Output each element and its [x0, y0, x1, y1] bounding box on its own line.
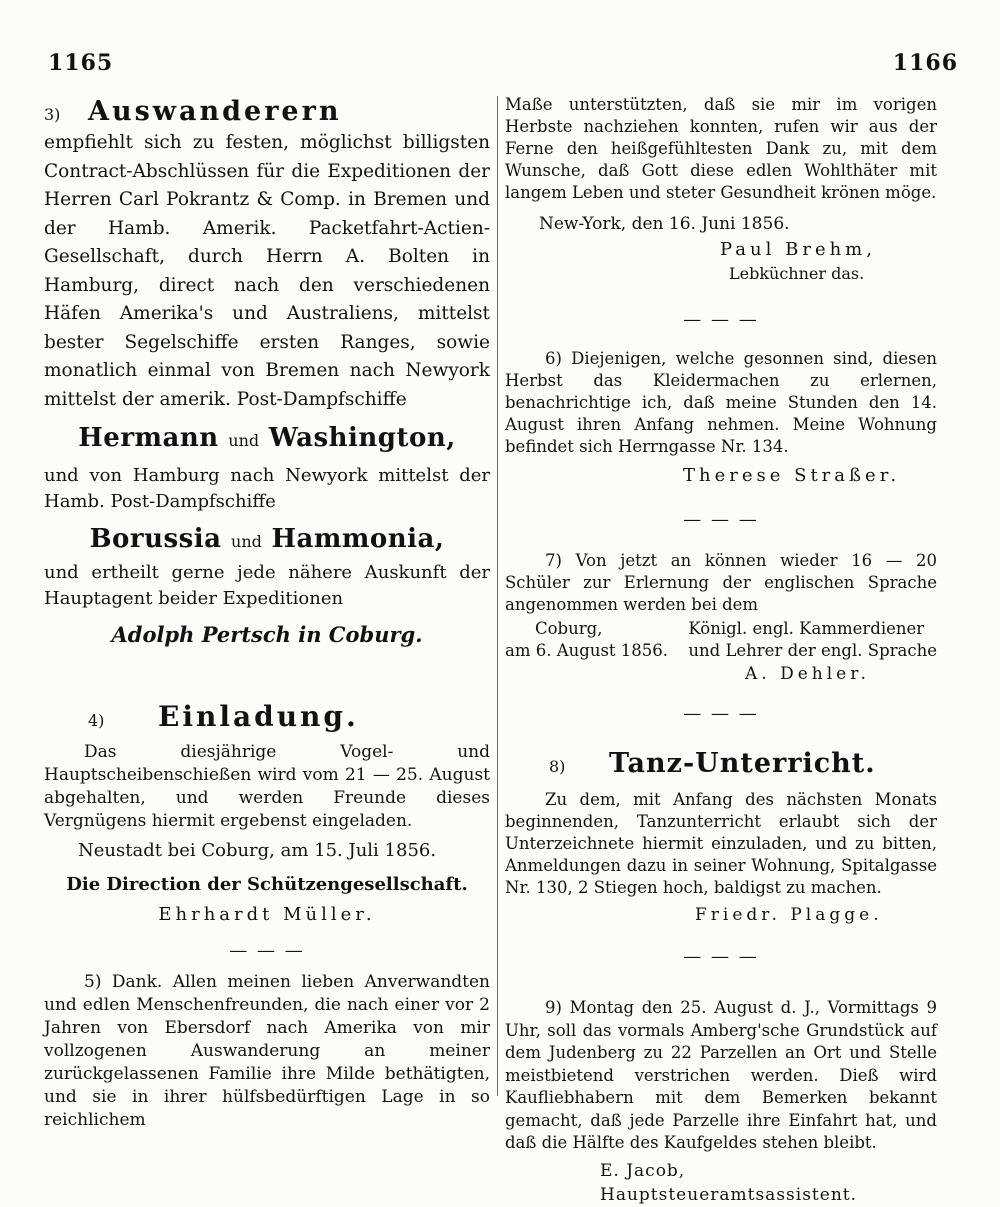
notice-7-date: am 6. August 1856.: [505, 641, 669, 660]
notice-4-signature-2: Ehrhardt Müller.: [158, 904, 376, 925]
notice-5-signature-2: Lebküchner das.: [729, 264, 865, 283]
notice-7-title-1: Königl. engl. Kammerdiener: [688, 619, 925, 638]
ship-hammonia: Hammonia,: [271, 524, 445, 554]
page-number-right: 1166: [892, 50, 958, 76]
notice-4-title: Einladung.: [158, 700, 359, 733]
notice-3-agent: Adolph Pertsch in Coburg.: [111, 622, 423, 647]
notice-5-signature-1: Paul Brehm,: [720, 239, 876, 260]
left-column: [44, 94, 490, 1132]
notice-4-number: 4): [88, 711, 105, 730]
notice-7-place: Coburg,: [535, 619, 603, 638]
divider: — — —: [683, 509, 759, 530]
notice-7-title-2: und Lehrer der engl. Sprache: [688, 641, 937, 660]
notice-3-body-2: und von Hamburg nach Newyork mittelst der Hamb. Post-Dampfschiffe: [44, 465, 490, 512]
notice-7-signature: A. Dehler.: [745, 664, 870, 684]
notice-4-heading: [44, 700, 490, 733]
notice-7-footer: [505, 618, 937, 662]
notice-5-place-date: New-York, den 16. Juni 1856.: [539, 214, 790, 234]
notice-3-title: Auswanderern: [88, 96, 342, 127]
notice-9-signature: E. Jacob, Hauptsteueramtsassistent.: [600, 1160, 858, 1205]
notice-3-heading: [44, 96, 490, 127]
notice-9-body: 9) Montag den 25. August d. J., Vormittags 9 Uhr, soll das vormals Amberg'sche Grundstück auf dem Judenberg zu 22 Parzellen an Ort und Stelle meistbietend verstrichen werden. Dieß wird Kaufliebhabern mit dem Bemerken bekannt gemacht, daß jede Parzelle ihre Einfahrt hat, und daß die Hälfte des Kaufgeldes stehen bleibt.: [505, 998, 937, 1152]
ship-washington: Washington,: [268, 423, 456, 453]
column-rule: [497, 96, 498, 1096]
notice-6-body: 6) Diejenigen, welche gesonnen sind, diesen Herbst das Kleidermachen zu erlernen, benachrichtige ich, daß meine Stunden den 14. August ihren Anfang nehmen. Meine Wohnung befindet sich Herrngasse Nr. 134.: [505, 349, 937, 456]
notice-4-signature-1: Die Direction der Schützengesellschaft.: [66, 874, 468, 895]
ship-borussia: Borussia: [89, 524, 222, 554]
page-number-left: 1165: [48, 50, 114, 76]
notice-7-titles: [688, 618, 937, 662]
notice-3-number: 3): [44, 105, 61, 124]
divider: — — —: [683, 703, 759, 724]
right-column: [505, 94, 937, 1207]
notice-8-body: Zu dem, mit Anfang des nächsten Monats beginnenden, Tanzunterricht erlaubt sich der Unterzeichnete hiermit einzuladen, und zu bitten, Anmeldungen dazu in seiner Wohnung, Spitalgasse Nr. 130, 2 Stiegen hoch, baldigst zu machen.: [505, 790, 937, 897]
notice-3-body-3: und ertheilt gerne jede nähere Auskunft der Hauptagent beider Expeditionen: [44, 562, 490, 609]
notice-3-body: empfiehlt sich zu festen, möglichst billigsten Contract-Abschlüssen für die Expeditionen der Herren Carl Pokrantz & Comp. in Bremen und der Hamb. Amerik. Packetfahrt-Actien-Gesellschaft, durch Herrn A. Bolten in Hamburg, direct nach den verschiedenen Häfen Amerika's und Australiens, mittelst bester Segelschiffe ersten Ranges, sowie monatlich einmal von Bremen nach Newyork mittelst der amerik. Post-Dampfschiffe: [44, 132, 490, 410]
notice-8-title: Tanz-Unterricht.: [609, 748, 876, 779]
notice-8-heading: [505, 748, 937, 779]
ship-names-1-und: und: [228, 431, 260, 450]
ship-names-2: [44, 521, 490, 560]
notice-5-body: 5) Dank. Allen meinen lieben Anverwandten und edlen Menschenfreunden, die nach einer vor 2 Jahren von Ebersdorf nach Amerika von mir vollzogenen Auswanderung an meiner zurückgelassenen Familie ihre Milde bethätigten, und sie in ihrer hülfsbedürftigen Lage in so reichlichem: [44, 972, 490, 1130]
notice-8-signature: Friedr. Plagge.: [695, 905, 883, 925]
divider: — — —: [683, 309, 759, 330]
ship-hermann: Hermann: [78, 423, 219, 453]
notice-7-body: 7) Von jetzt an können wieder 16 — 20 Schüler zur Erlernung der englischen Sprache angenommen werden bei dem: [505, 551, 937, 614]
divider: — — —: [229, 940, 305, 961]
notice-7-place-date: [505, 618, 668, 662]
divider: — — —: [683, 946, 759, 967]
ship-names-1: [44, 420, 490, 459]
notice-8-number: 8): [549, 757, 566, 776]
ship-names-2-und: und: [231, 532, 262, 551]
notice-4-place-date: Neustadt bei Coburg, am 15. Juli 1856.: [78, 840, 437, 861]
notice-4-body: Das diesjährige Vogel- und Hauptscheibenschießen wird vom 21 — 25. August abgehalten, und werden Freunde dieses Vergnügens hiermit ergebenst eingeladen.: [44, 742, 490, 831]
notice-5-continued: Maße unterstützten, daß sie mir im vorigen Herbste nachziehen konnten, rufen wir aus der Ferne den heißgefühltesten Dank zu, mit dem Wunsche, daß Gott diese edlen Wohlthäter mit langem Leben und steter Gesundheit krönen möge.: [505, 95, 937, 202]
notice-6-signature: Therese Straßer.: [683, 465, 901, 486]
